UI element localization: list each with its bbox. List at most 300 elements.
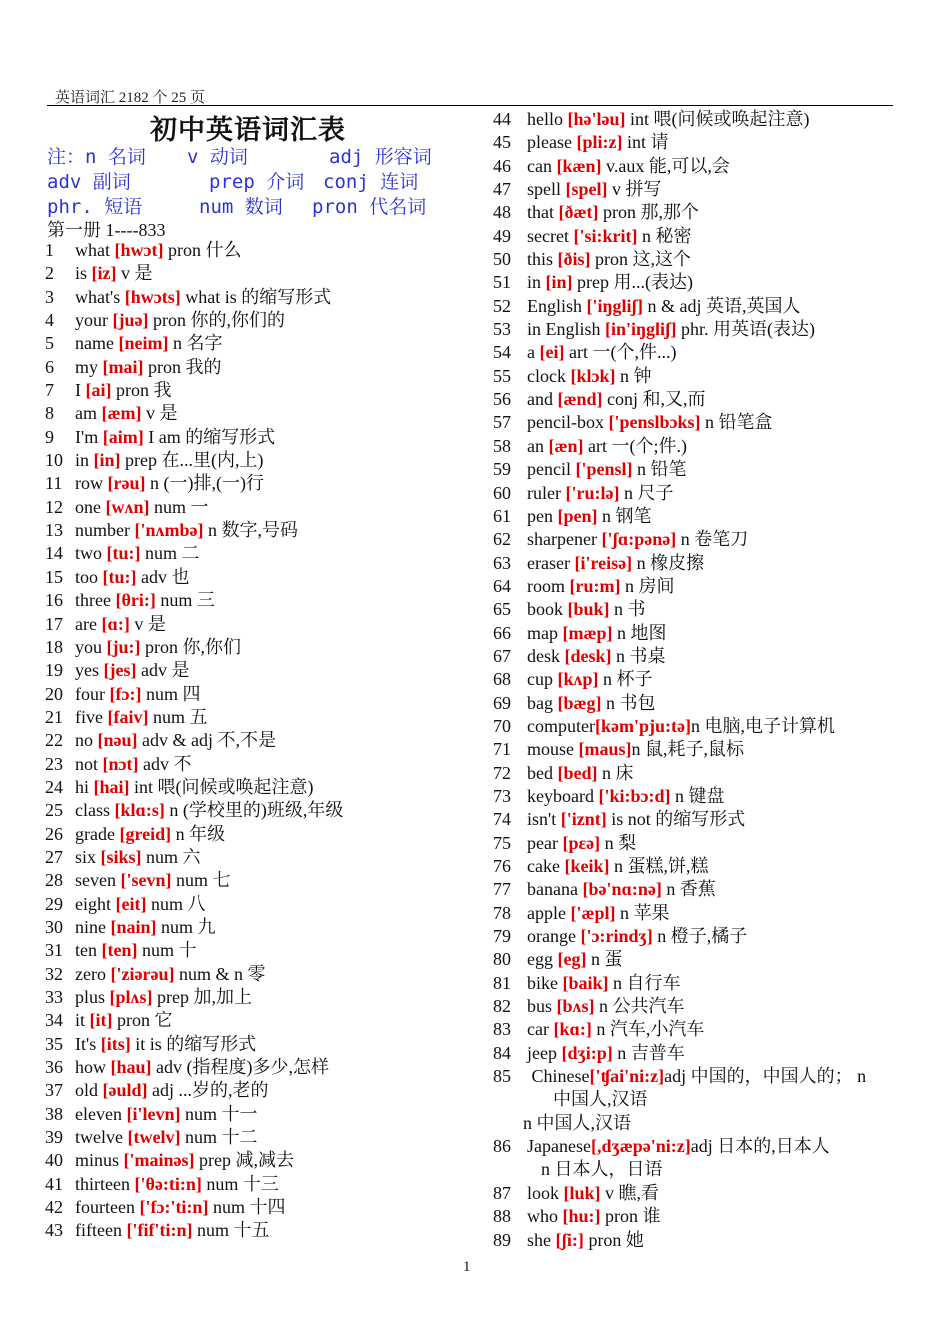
entry-word: one (75, 496, 106, 517)
entry-phonetic: [hai] (93, 776, 130, 797)
entry-word: minus (75, 1150, 124, 1171)
vocab-entry-68 (493, 668, 866, 691)
vocab-entry-33 (45, 986, 343, 1009)
entry-phonetic: [jes] (103, 660, 137, 681)
entry-word: four (75, 683, 110, 704)
entry-phonetic: ['ʃɑ:pənə] (601, 529, 677, 550)
entry-word: computer (527, 715, 595, 736)
vocab-entry-43 (45, 1219, 343, 1242)
vocab-entry-25 (45, 799, 343, 822)
entry-phonetic: ['ki:bɔ:d] (598, 785, 671, 806)
entry-phonetic: [i'reisə] (574, 552, 633, 573)
entry-number: 53 (493, 319, 511, 340)
entry-phonetic: [ru:m] (569, 575, 621, 596)
entry-definition: n (学校里的)班级,年级 (164, 800, 344, 821)
entry-definition: prep 用...(表达) (572, 272, 693, 293)
entry-word: grade (75, 823, 120, 844)
vocab-entry-14 (45, 542, 343, 565)
entry-number: 74 (493, 809, 511, 830)
entry-number: 47 (493, 179, 511, 200)
vocab-entry-36 (45, 1056, 343, 1079)
entry-number: 18 (45, 636, 63, 657)
entry-word: twelve (75, 1127, 128, 1148)
vocab-entry-42 (45, 1196, 343, 1219)
entry-phonetic: [iz] (91, 263, 117, 284)
vocab-entry-23 (45, 753, 343, 776)
entry-word: your (75, 310, 113, 331)
entry-definition: pron 我的 (143, 356, 222, 377)
entry-phonetic: [it] (89, 1010, 113, 1031)
entry-definition: art 一(个,件...) (564, 342, 677, 363)
entry-number: 65 (493, 599, 511, 620)
vocab-entry-9 (45, 426, 343, 449)
vocab-entry-75 (493, 832, 866, 855)
entry-definition: num 六 (141, 846, 201, 867)
entry-word: am (75, 403, 102, 424)
entry-number: 61 (493, 505, 511, 526)
entry-word: fourteen (75, 1197, 140, 1218)
vocab-entry-57 (493, 411, 866, 434)
entry-word: keyboard (527, 785, 599, 806)
entry-phonetic: [i'levn] (126, 1103, 181, 1124)
entry-phonetic: [ei] (539, 342, 565, 363)
entry-definition: n 自行车 (608, 972, 681, 993)
entry-word: in (527, 272, 546, 293)
entry-word: jeep (527, 1042, 562, 1063)
entry-phonetic: [hwɔts] (124, 286, 181, 307)
note-pronoun: pron 代名词 (312, 196, 427, 218)
vocab-entry-15 (45, 566, 343, 589)
vocab-entry-65 (493, 598, 866, 621)
entry-number: 12 (45, 496, 63, 517)
entry-phonetic: ['æpl] (570, 902, 616, 923)
entry-definition: num & n 零 (174, 963, 266, 984)
entry-number: 71 (493, 739, 511, 760)
vocab-entry-63 (493, 552, 866, 575)
vocab-entry-24 (45, 776, 343, 799)
entry-phonetic: [buk] (567, 599, 610, 620)
entry-phonetic: [siks] (100, 846, 142, 867)
vocab-entry-55 (493, 365, 866, 388)
entry-definition: n 鼠,耗子,鼠标 (631, 739, 744, 760)
vocab-entry-19 (45, 659, 343, 682)
entry-phonetic: [pen] (557, 505, 598, 526)
vocab-entry-79 (493, 925, 866, 948)
entry-definition: num 五 (148, 706, 208, 727)
entry-number: 10 (45, 450, 63, 471)
entry-phonetic: ['nʌmbə] (134, 520, 204, 541)
vocab-entry-12 (45, 496, 343, 519)
entry-word: old (75, 1080, 103, 1101)
entry-definition: v 是 (141, 403, 178, 424)
entry-word: and (527, 389, 558, 410)
entry-phonetic: [ænd] (557, 389, 603, 410)
vocab-entry-29 (45, 893, 343, 916)
vocab-entry-80 (493, 948, 866, 971)
vocab-entry-2 (45, 262, 343, 285)
entry-phonetic: [nəu] (97, 730, 138, 751)
entry-definition: n 钢笔 (597, 505, 652, 526)
entry-number: 66 (493, 622, 511, 643)
entry-number: 45 (493, 132, 511, 153)
entry-phonetic: [ten] (101, 940, 138, 961)
entry-word: six (75, 846, 101, 867)
note-conjunction: conj 连词 (323, 171, 419, 193)
entry-phonetic: [kæn] (556, 155, 602, 176)
entry-phonetic: [in'iŋgliʃ] (605, 319, 677, 340)
entry-definition: n 蛋糕,饼,糕 (609, 856, 709, 876)
entry-number: 28 (45, 870, 63, 891)
entry-phonetic: [plʌs] (109, 987, 153, 1007)
entry-phonetic: [nɔt] (102, 753, 139, 774)
entry-definition: n 名字 (168, 333, 223, 354)
volume-label: 第一册 1----833 (47, 220, 166, 240)
entry-word: pen (527, 505, 558, 526)
entry-definition: pron 谁 (600, 1206, 661, 1227)
vocab-entry-40 (45, 1149, 343, 1172)
entry-definition: v 瞧,看 (600, 1182, 660, 1203)
entry-phonetic: ['ʧai'ni:z] (589, 1066, 665, 1087)
entry-number: 15 (45, 566, 63, 587)
entry-word: hi (75, 776, 94, 797)
vocab-entry-28 (45, 869, 343, 892)
entry-word: please (527, 132, 577, 153)
entry-word: map (527, 622, 563, 643)
entry-definition: adj ...岁的,老的 (147, 1080, 269, 1101)
entry-word: egg (527, 949, 558, 970)
entry-definition: n 苹果 (615, 902, 670, 923)
vocab-entry-26 (45, 823, 343, 846)
entry-number: 83 (493, 1019, 511, 1040)
entry-definition: int 喂(问候或唤起注意) (625, 109, 810, 129)
entry-phonetic: [eg] (557, 949, 587, 970)
entry-phonetic: [greid] (119, 823, 172, 844)
entry-word: bus (527, 996, 557, 1017)
note-phrase: phr. 短语 (47, 196, 143, 218)
vocab-entry-44 (493, 108, 866, 131)
entry-number: 14 (45, 543, 63, 564)
entry-definition: n 卷笔刀 (676, 529, 749, 550)
vocab-entry-62 (493, 528, 866, 551)
entry-phonetic: ['fɔ:'ti:n] (139, 1197, 209, 1218)
entry-definition: phr. 用英语(表达) (676, 319, 815, 340)
entry-definition: num 四 (141, 683, 201, 704)
vocab-entry-32 (45, 963, 343, 986)
entry-word: zero (75, 963, 111, 984)
entry-word: eleven (75, 1103, 127, 1124)
vocab-entry-54 (493, 341, 866, 364)
entry-word: this (527, 249, 558, 270)
entry-word: three (75, 590, 116, 611)
entry-word: thirteen (75, 1173, 135, 1194)
entry-phonetic: [hau] (110, 1057, 152, 1078)
entry-number: 46 (493, 155, 511, 176)
vocab-entry-50 (493, 248, 866, 271)
entry-phonetic: ['iznt] (560, 809, 607, 830)
entry-number: 25 (45, 800, 63, 821)
entry-number: 88 (493, 1206, 511, 1227)
header-rule (47, 105, 893, 106)
entry-number: 36 (45, 1057, 63, 1078)
entry-definition: n 秘密 (637, 225, 692, 246)
vocab-entry-88 (493, 1205, 866, 1228)
entry-definition: pron 那,那个 (598, 202, 699, 223)
vocab-entry-7 (45, 379, 343, 402)
vocab-entry-64 (493, 575, 866, 598)
vocab-entry-74 (493, 808, 866, 831)
vocab-entry-87 (493, 1182, 866, 1205)
entry-definition: pron 这,这个 (590, 249, 692, 270)
entry-number: 8 (45, 403, 54, 424)
entry-phonetic: [mæp] (562, 622, 613, 643)
entry-phonetic: [əuld] (102, 1080, 148, 1101)
entry-phonetic: [dʒi:p] (561, 1042, 613, 1063)
entry-definition: n 杯子 (598, 669, 653, 690)
vocab-entry-82 (493, 995, 866, 1018)
entry-phonetic: [its] (100, 1033, 131, 1054)
entry-phonetic: [pli:z] (576, 132, 623, 153)
entry-word: desk (527, 645, 565, 666)
entry-number: 68 (493, 669, 511, 690)
vocab-entry-77 (493, 878, 866, 901)
entry-definition: conj 和,又,而 (602, 389, 706, 410)
entry-number: 13 (45, 520, 63, 541)
entry-word: English (527, 295, 587, 316)
vocab-entry-3 (45, 286, 343, 309)
entry-word: It's (75, 1033, 101, 1054)
entry-definition: v.aux 能,可以,会 (601, 155, 730, 176)
entry-phonetic: [mai] (102, 356, 144, 377)
note-adverb: adv 副词 (47, 171, 131, 193)
entry-number: 26 (45, 823, 63, 844)
entry-definition-line2: n 日本人，日语 (541, 1159, 663, 1180)
entry-definition: n 房间 (620, 575, 675, 596)
entry-definition: num 七 (171, 870, 231, 891)
entry-word: an (527, 435, 549, 456)
vocab-entry-89 (493, 1229, 866, 1252)
entry-word: can (527, 155, 557, 176)
vocab-entry-49 (493, 225, 866, 248)
entry-phonetic: [fɔ:] (109, 683, 142, 704)
entry-word: bag (527, 692, 558, 713)
entry-word: you (75, 636, 107, 657)
entry-word: pencil-box (527, 412, 609, 433)
entry-definition: adv (指程度)多少,怎样 (151, 1057, 329, 1078)
entry-number: 34 (45, 1010, 63, 1031)
entry-number: 32 (45, 963, 63, 984)
entry-phonetic: [desk] (564, 645, 612, 666)
vocab-entry-11 (45, 472, 343, 495)
entry-phonetic: [hwɔt] (114, 240, 164, 260)
entry-word: eight (75, 893, 116, 914)
entry-word: Chinese (527, 1066, 590, 1087)
entry-number: 84 (493, 1042, 511, 1063)
entry-number: 51 (493, 272, 511, 293)
note-noun: 注：n 名词 (47, 146, 146, 168)
entry-phonetic: [kɑ:] (553, 1019, 592, 1040)
vocab-entry-81 (493, 972, 866, 995)
vocab-entry-67 (493, 645, 866, 668)
note-verb: v 动词 (187, 146, 248, 168)
entry-number: 54 (493, 342, 511, 363)
entry-definition: n 书包 (601, 692, 656, 713)
entry-phonetic: [hu:] (562, 1206, 601, 1227)
vocab-entry-45 (493, 131, 866, 154)
entry-word: class (75, 800, 115, 821)
entry-word: mouse (527, 739, 579, 760)
entry-phonetic: [bə'nɑ:nə] (582, 879, 662, 900)
entry-number: 38 (45, 1103, 63, 1124)
entry-definition: pron 我 (111, 380, 172, 401)
entry-phonetic: ['ɔ:rindʒ] (580, 926, 653, 947)
entry-number: 60 (493, 482, 511, 503)
entry-definition: n 床 (597, 762, 634, 783)
entry-number: 7 (45, 380, 54, 401)
entry-word: car (527, 1019, 554, 1040)
note-numeral: num 数词 (199, 196, 283, 218)
entry-number: 87 (493, 1182, 511, 1203)
entry-number: 3 (45, 286, 54, 307)
entry-definition: n 铅笔 (632, 459, 687, 480)
entry-number: 17 (45, 613, 63, 634)
entry-definition: n 吉普车 (612, 1042, 685, 1063)
entry-definition: adv 不 (138, 753, 192, 774)
entry-word: nine (75, 916, 111, 937)
entry-phonetic: [eit] (115, 893, 147, 914)
entry-word: plus (75, 987, 110, 1007)
entry-number: 5 (45, 333, 54, 354)
entry-number: 41 (45, 1173, 63, 1194)
entry-phonetic: ['sevn] (120, 870, 172, 891)
vocab-entry-10 (45, 449, 343, 472)
entry-word: apple (527, 902, 571, 923)
entry-definition: n 香蕉 (661, 879, 716, 900)
vocab-entry-20 (45, 683, 343, 706)
entry-phonetic: [ðis] (557, 249, 591, 270)
vocab-entry-8 (45, 402, 343, 425)
entry-number: 78 (493, 902, 511, 923)
entry-number: 55 (493, 365, 511, 386)
entry-word: name (75, 333, 119, 354)
entry-definition: int 喂(问候或唤起注意) (129, 776, 314, 797)
entry-number: 21 (45, 706, 63, 727)
entry-word: clock (527, 365, 571, 386)
vocab-entry-4 (45, 309, 343, 332)
vocab-entry-78 (493, 902, 866, 925)
entry-phonetic: ['pensl] (575, 459, 633, 480)
vocab-entry-59 (493, 458, 866, 481)
entry-number: 49 (493, 225, 511, 246)
entry-phonetic: ['ziərəu] (110, 963, 175, 984)
entry-definition: num 十 (137, 940, 197, 961)
entry-number: 43 (45, 1220, 63, 1241)
entry-word: row (75, 473, 108, 494)
left-column (45, 239, 343, 1243)
vocab-entry-83 (493, 1018, 866, 1041)
entry-word: two (75, 543, 107, 564)
entry-word: orange (527, 926, 581, 947)
entry-phonetic: [keik] (564, 856, 610, 876)
entry-number: 11 (45, 473, 63, 494)
entry-number: 76 (493, 856, 511, 876)
entry-phonetic: ['iŋgliʃ] (586, 295, 643, 316)
entry-number: 50 (493, 249, 511, 270)
entry-definition: pron 她 (583, 1229, 644, 1250)
vocab-entry-72 (493, 762, 866, 785)
page-number: 1 (463, 1259, 471, 1275)
entry-definition: num 十二 (180, 1127, 258, 1148)
entry-phonetic: ['θə:ti:n] (134, 1173, 202, 1194)
entry-word: Japanese (527, 1136, 591, 1157)
entry-phonetic: ['si:krit] (573, 225, 638, 246)
entry-number: 69 (493, 692, 511, 713)
entry-definition-line2: 中国人,汉语 (553, 1089, 648, 1110)
entry-phonetic: [rəu] (107, 473, 146, 494)
entry-number: 37 (45, 1080, 63, 1101)
vocab-entry-38 (45, 1103, 343, 1126)
entry-definition: n 数字,号码 (203, 520, 298, 541)
entry-phonetic: [aim] (102, 426, 144, 447)
entry-phonetic: [luk] (563, 1182, 601, 1203)
vocab-entry-76 (493, 855, 866, 878)
vocab-entry-22 (45, 729, 343, 752)
entry-definition: pron 你,你们 (140, 636, 241, 657)
entry-word: in English (527, 319, 606, 340)
entry-definition: prep 在...里(内,上) (120, 450, 264, 471)
entry-phonetic: [hə'ləu] (567, 109, 626, 129)
vocab-entry-30 (45, 916, 343, 939)
entry-word: in (75, 450, 94, 471)
vocab-entry-31 (45, 939, 343, 962)
vocab-entry-69 (493, 692, 866, 715)
entry-phonetic: ['ru:lə] (565, 482, 620, 503)
entry-phonetic: [ai] (85, 380, 112, 401)
entry-number: 24 (45, 776, 63, 797)
entry-word: number (75, 520, 135, 541)
entry-number: 85 (493, 1066, 511, 1087)
entry-phonetic: [twelv] (127, 1127, 181, 1148)
entry-phonetic: [ðæt] (558, 202, 599, 223)
entry-word: hello (527, 109, 568, 129)
entry-word: a (527, 342, 540, 363)
entry-number: 1 (45, 240, 54, 260)
entry-word: room (527, 575, 570, 596)
vocab-entry-1 (45, 239, 343, 262)
entry-word: what's (75, 286, 125, 307)
entry-definition: num 二 (140, 543, 200, 564)
entry-phonetic: [juə] (112, 310, 149, 331)
entry-definition: adv 是 (136, 660, 190, 681)
entry-word: what (75, 240, 115, 260)
entry-word: book (527, 599, 568, 620)
entry-word: ten (75, 940, 102, 961)
vocab-entry-46 (493, 155, 866, 178)
entry-phonetic: [æn] (548, 435, 584, 456)
entry-definition: n 钟 (615, 365, 652, 386)
page-header: 英语词汇 2182 个 25 页 (55, 90, 206, 106)
entry-number: 73 (493, 785, 511, 806)
entry-definition: n 电脑,电子计算机 (690, 715, 835, 736)
entry-definition: pron 什么 (163, 240, 242, 260)
entry-number: 70 (493, 715, 511, 736)
entry-number: 23 (45, 753, 63, 774)
entry-number: 77 (493, 879, 511, 900)
vocab-entry-66 (493, 622, 866, 645)
entry-phonetic: [bed] (557, 762, 598, 783)
entry-word: not (75, 753, 103, 774)
entry-number: 75 (493, 832, 511, 853)
vocab-entry-56 (493, 388, 866, 411)
